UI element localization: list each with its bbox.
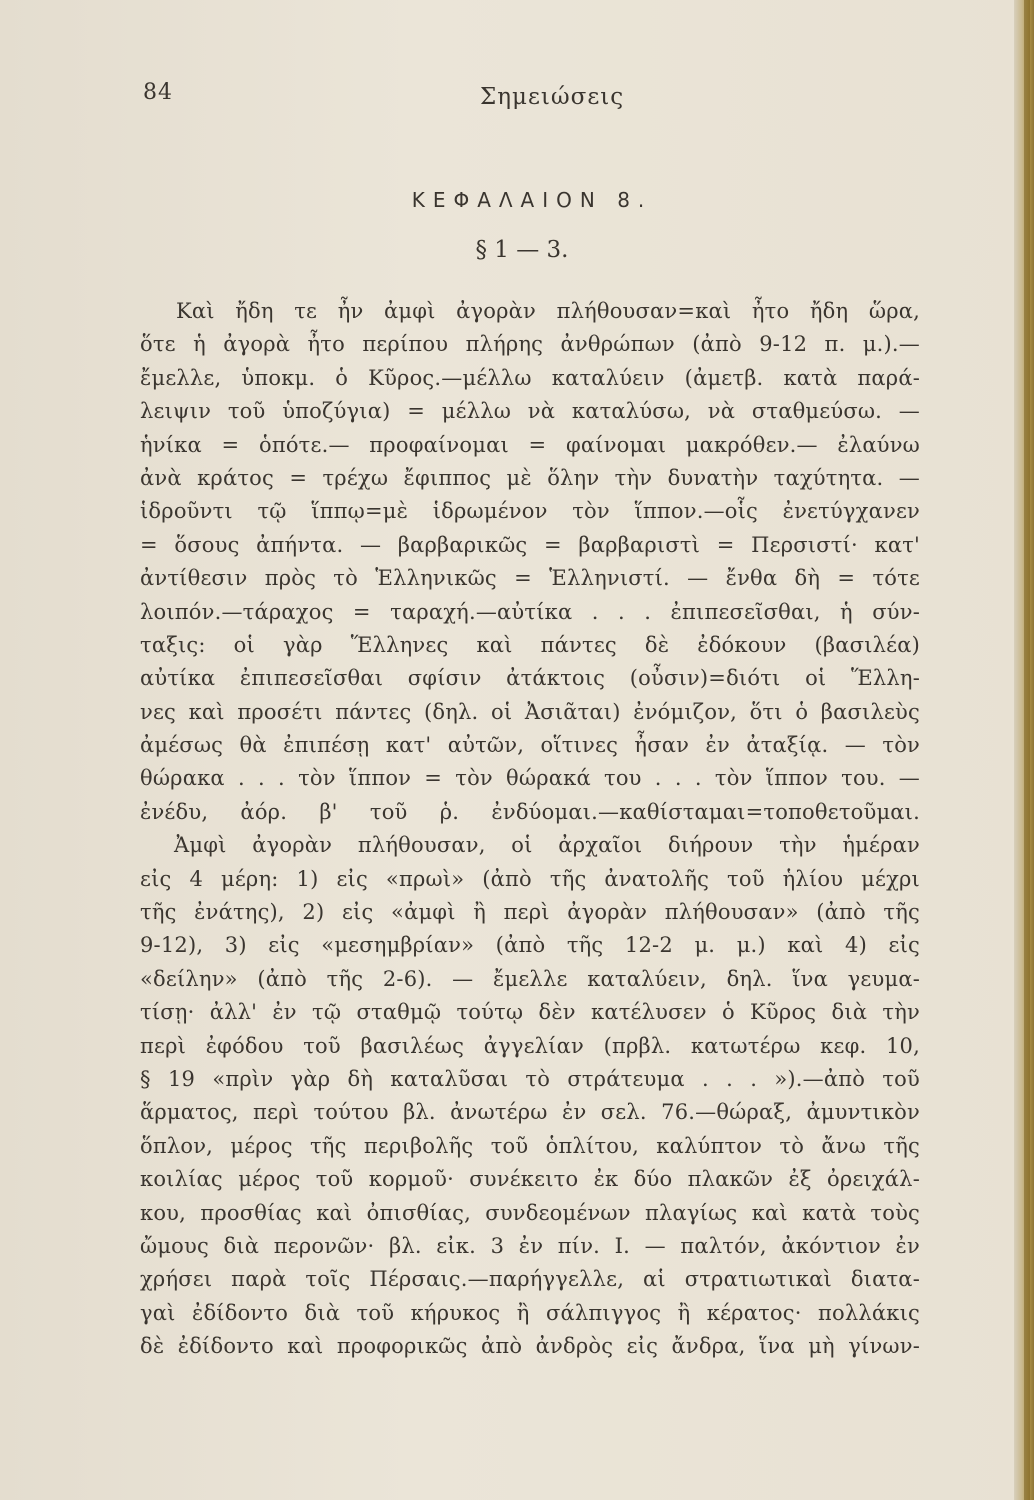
page-number: 84 [143,80,173,105]
text-line: τίσῃ· ἀλλ' ἐν τῷ σταθμῷ τούτῳ δὲν κατέλυσεν ὁ Κῦρος διὰ τὴν [140,1000,920,1025]
section-mark: § 1 — 3. [475,237,569,263]
text-line: ἔμελλε, ὑποκμ. ὁ Κῦρος.—μέλλω καταλύειν (ἀμετβ. κατὰ παρά- [140,365,920,390]
text-line: ἀμέσως θὰ ἐπιπέσῃ κατ' αὐτῶν, οἵτινες ἦσαν ἐν ἀταξίᾳ. — τὸν [140,733,920,758]
commentary-text [140,295,920,1364]
text-line: κοιλίας μέρος τοῦ κορμοῦ· συνέκειτο ἐκ δύο πλακῶν ἐξ ὀρειχάλ- [140,1167,920,1192]
text-line: γαὶ ἐδίδοντο διὰ τοῦ κήρυκος ἢ σάλπιγγος ἢ κέρατος· πολλάκις [140,1300,920,1325]
text-line: ἐνέδυ, ἀόρ. β' τοῦ ῥ. ἐνδύομαι.—καθίσταμαι=τοποθετοῦμαι. [140,799,920,824]
text-line: ὤμους διὰ περονῶν· βλ. εἰκ. 3 ἐν πίν. I. — παλτόν, ἀκόντιον ἐν [140,1233,920,1258]
text-line: «δείλην» (ἀπὸ τῆς 2-6). — ἔμελλε καταλύειν, δηλ. ἵνα γευμα- [140,966,920,991]
text-line: τῆς ἐνάτης), 2) εἰς «ἀμφὶ ἢ περὶ ἀγορὰν πλήθουσαν» (ἀπὸ τῆς [140,900,920,925]
text-line: θώρακα . . . τὸν ἵππον = τὸν θώρακά του . . . τὸν ἵππον του. — [140,766,920,791]
text-line: ταξις: οἱ γὰρ Ἕλληνες καὶ πάντες δὲ ἐδόκουν (βασιλέα) [140,632,920,657]
text-line: χρήσει παρὰ τοῖς Πέρσαις.—παρήγγελλε, αἱ στρατιωτικαὶ διατα- [140,1267,920,1292]
text-line: Ἀμφὶ ἀγορὰν πλήθουσαν, οἱ ἀρχαῖοι διήρουν τὴν ἡμέραν [174,833,920,858]
chapter-title: ΚΕΦΑΛΑΙΟΝ 8. [411,188,653,212]
text-line: δὲ ἐδίδοντο καὶ προφορικῶς ἀπὸ ἀνδρὸς εἰς ἄνδρα, ἵνα μὴ γίνων- [140,1334,920,1359]
text-line: νες καὶ προσέτι πάντες (δηλ. οἱ Ἀσιᾶται) ἐνόμιζον, ὅτι ὁ βασιλεὺς [140,699,920,724]
text-line: ἀνὰ κράτος = τρέχω ἔφιππος μὲ ὅλην τὴν δυνατὴν ταχύτητα. — [140,465,920,490]
text-line: εἰς 4 μέρη: 1) εἰς «πρωὶ» (ἀπὸ τῆς ἀνατολῆς τοῦ ἡλίου μέχρι [140,866,920,891]
text-line: αὐτίκα ἐπιπεσεῖσθαι σφίσιν ἀτάκτοις (οὖσιν)=διότι οἱ Ἕλλη- [140,666,920,691]
book-binding-shadow [1024,0,1030,1500]
text-line: § 19 «πρὶν γὰρ δὴ καταλῦσαι τὸ στράτευμα . . . »).—ἀπὸ τοῦ [140,1066,920,1091]
running-head: Σημειώσεις [480,84,625,110]
text-line: Καὶ ἤδη τε ἦν ἀμφὶ ἀγορὰν πλήθουσαν=καὶ ἦτο ἤδη ὥρα, [176,299,920,323]
text-line: περὶ ἐφόδου τοῦ βασιλέως ἀγγελίαν (πρβλ. κατωτέρω κεφ. 10, [140,1033,920,1058]
text-line: λειψιν τοῦ ὑποζύγια) = μέλλω νὰ καταλύσω, νὰ σταθμεύσω. — [140,399,920,424]
text-line: ἀντίθεσιν πρὸς τὸ Ἑλληνικῶς = Ἑλληνιστί. — ἔνθα δὴ = τότε [140,566,920,591]
text-line: κου, προσθίας καὶ ὀπισθίας, συνδεομένων πλαγίως καὶ κατὰ τοὺς [140,1200,920,1225]
text-line: ἱδροῦντι τῷ ἵππῳ=μὲ ἱδρωμένον τὸν ἵππον.—οἷς ἐνετύγχανεν [140,499,920,524]
text-line: ὅπλον, μέρος τῆς περιβολῆς τοῦ ὁπλίτου, καλύπτον τὸ ἄνω τῆς [140,1133,920,1158]
text-line: ἅρματος, περὶ τούτου βλ. ἀνωτέρω ἐν σελ. 76.—θώραξ, ἀμυντικὸν [140,1100,920,1125]
text-line: ὅτε ἡ ἀγορὰ ἦτο περίπου πλήρης ἀνθρώπων (ἀπὸ 9-12 π. μ.).— [140,332,920,357]
text-line: λοιπόν.—τάραχος = ταραχή.—αὐτίκα . . . ἐπιπεσεῖσθαι, ἡ σύν- [140,599,920,624]
text-line: = ὅσους ἀπήντα. — βαρβαρικῶς = βαρβαριστὶ = Περσιστί· κατ' [140,532,920,557]
text-line: 9-12), 3) εἰς «μεσημβρίαν» (ἀπὸ τῆς 12-2 μ. μ.) καὶ 4) εἰς [140,933,920,958]
text-line: ἡνίκα = ὁπότε.— προφαίνομαι = φαίνομαι μακρόθεν.— ἐλαύνω [140,432,920,457]
